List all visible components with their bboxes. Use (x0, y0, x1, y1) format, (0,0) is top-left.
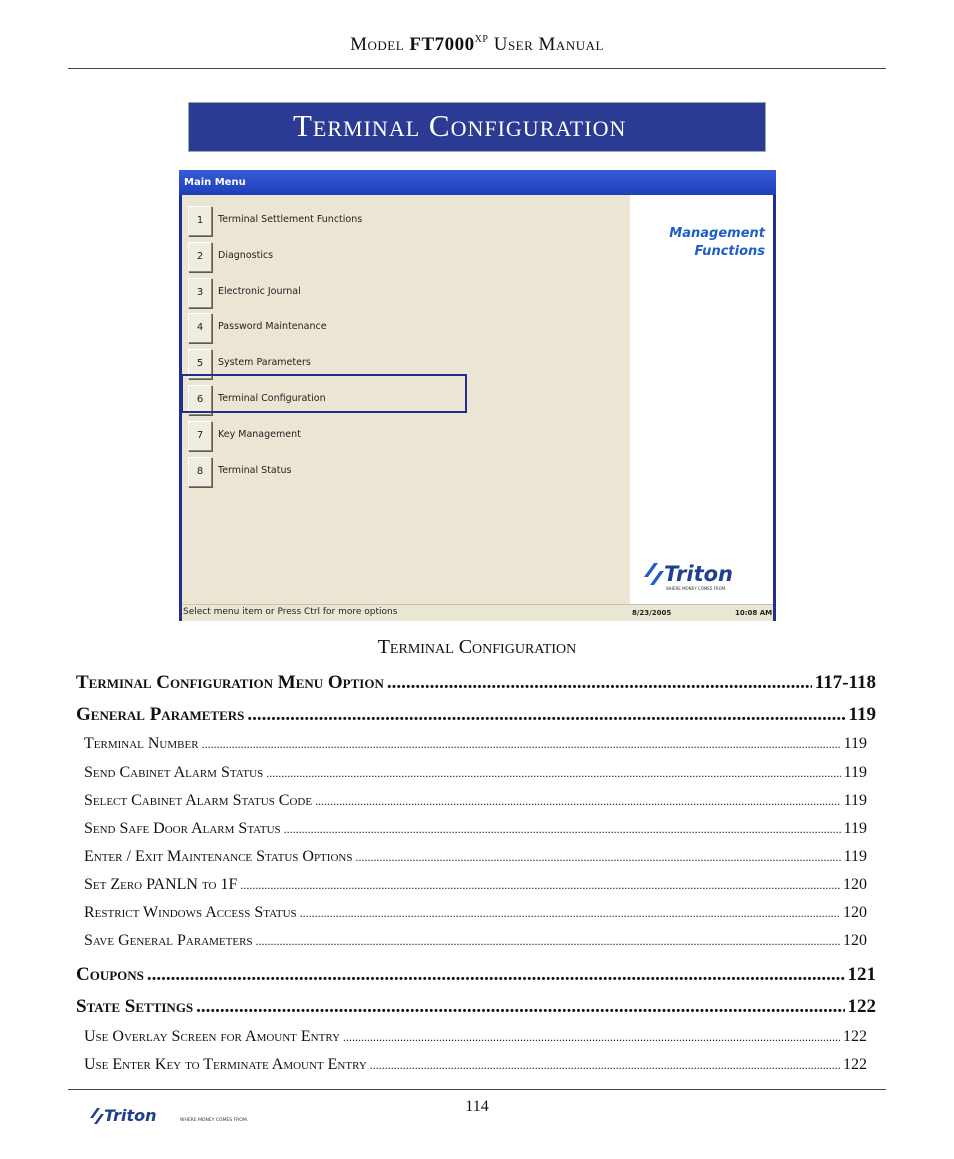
menu-item[interactable] (188, 455, 628, 489)
toc-entry-page: 119 (843, 792, 867, 809)
header-prefix: Model (350, 34, 405, 55)
toc-entry (76, 996, 876, 1018)
toc-entry-title: Restrict Windows Access Status (84, 904, 297, 921)
toc-leader-dots (247, 704, 845, 726)
window-titlebar (179, 170, 776, 195)
toc-entry-title: Use Overlay Screen for Amount Entry (84, 1028, 341, 1045)
toc-entry (84, 764, 867, 782)
footer-triton-logo-icon (88, 1104, 258, 1132)
menu-item-label: System Parameters (218, 357, 311, 368)
toc-entry-page: 122 (843, 1056, 867, 1073)
menu-item-number-button[interactable]: 6 (188, 385, 212, 415)
menu-item-label: Diagnostics (218, 250, 274, 261)
menu-item-number-button[interactable]: 2 (188, 242, 212, 272)
footer-rule (68, 1089, 886, 1090)
toc-entry-page: 119 (843, 764, 867, 781)
toc-entry-page: 117-118 (814, 672, 876, 693)
toc-entry (84, 904, 867, 922)
status-date: 8/23/2005 (632, 609, 672, 617)
toc-leader-dots (147, 964, 845, 986)
toc-entry-title: Coupons (76, 964, 144, 985)
toc-leader-dots (240, 878, 840, 893)
triton-logo-tagline: WHERE MONEY COMES FROM. (666, 586, 727, 591)
header-suffix: User Manual (493, 34, 604, 55)
toc-entry-title: Terminal Configuration Menu Option (76, 672, 384, 693)
toc-entry-page: 122 (843, 1028, 867, 1045)
toc-entry-page: 122 (847, 996, 876, 1017)
toc-entry-title: Send Safe Door Alarm Status (84, 820, 281, 837)
side-title-line1: Management (669, 226, 765, 241)
toc-entry-page: 119 (843, 848, 867, 865)
side-title-line2: Functions (694, 244, 765, 259)
toc-entry-title: Use Enter Key to Terminate Amount Entry (84, 1056, 367, 1073)
menu-item[interactable] (188, 311, 628, 345)
toc-entry-title: Set Zero PANLN to 1F (84, 876, 238, 893)
toc-entry (84, 1056, 867, 1074)
status-text: Select menu item or Press Ctrl for more options (183, 607, 398, 617)
toc-entry (76, 672, 876, 694)
triton-logo-text: Triton (664, 562, 733, 586)
menu-item-number-button[interactable]: 7 (188, 421, 212, 451)
toc-entry-page: 120 (843, 932, 867, 949)
header-model: FT7000 (409, 34, 475, 55)
toc-entry (84, 932, 867, 950)
toc-entry (84, 876, 867, 894)
status-bar (182, 604, 773, 621)
toc-entry-page: 119 (843, 820, 867, 837)
toc-leader-dots (266, 766, 840, 781)
menu-item-label: Terminal Settlement Functions (218, 214, 363, 225)
triton-logo-icon (642, 557, 762, 597)
title-banner (188, 102, 766, 152)
toc-leader-dots (300, 906, 840, 921)
toc-entry-page: 121 (847, 964, 876, 985)
toc-entry (84, 792, 867, 810)
toc-leader-dots (315, 794, 841, 809)
menu-item[interactable] (188, 276, 628, 310)
toc-entry-title: Enter / Exit Maintenance Status Options (84, 848, 353, 865)
running-header (0, 34, 954, 56)
menu-item-number-button[interactable]: 8 (188, 457, 212, 487)
toc-entry (84, 848, 867, 866)
menu-item[interactable] (188, 240, 628, 274)
toc-entry-title: General Parameters (76, 704, 245, 725)
toc-leader-dots (355, 850, 840, 865)
toc-entry (84, 820, 867, 838)
page-title: Terminal Configuration (293, 108, 627, 143)
menu-item-label: Password Maintenance (218, 321, 327, 332)
page-number: 114 (465, 1098, 489, 1115)
toc-leader-dots (343, 1030, 840, 1045)
menu-item[interactable] (188, 204, 628, 238)
toc-entry (76, 704, 876, 726)
menu-item-number-button[interactable]: 4 (188, 313, 212, 343)
window-title: Main Menu (184, 177, 246, 188)
toc-leader-dots (202, 737, 841, 752)
menu-item-label: Key Management (218, 429, 301, 440)
toc-entry-title: State Settings (76, 996, 194, 1017)
menu-item-label: Terminal Configuration (218, 393, 326, 404)
toc-entry-title: Send Cabinet Alarm Status (84, 764, 264, 781)
menu-item-number-button[interactable]: 1 (188, 206, 212, 236)
toc-entry (76, 964, 876, 986)
management-functions-label (669, 225, 765, 261)
toc-leader-dots (370, 1058, 840, 1073)
toc-leader-dots (196, 996, 844, 1018)
toc-leader-dots (387, 672, 812, 694)
toc-entry-title: Select Cabinet Alarm Status Code (84, 792, 313, 809)
toc-entry-page: 120 (843, 876, 867, 893)
toc-entry (84, 735, 867, 753)
menu-item-number-button[interactable]: 5 (188, 349, 212, 379)
toc-leader-dots (256, 934, 840, 949)
menu-item-number-button[interactable]: 3 (188, 278, 212, 308)
toc-leader-dots (284, 822, 841, 837)
menu-item[interactable] (188, 419, 628, 453)
section-heading: Terminal Configuration (377, 636, 577, 658)
side-panel (630, 195, 773, 604)
selected-item-highlight (181, 374, 467, 413)
toc-entry-title: Save General Parameters (84, 932, 253, 949)
toc-entry-page: 120 (843, 904, 867, 921)
toc-entry-title: Terminal Number (84, 735, 199, 752)
footer-brand: Triton (104, 1106, 157, 1125)
menu-item-label: Terminal Status (218, 465, 292, 476)
header-model-sup: XP (474, 34, 489, 45)
header-rule (68, 68, 886, 69)
toc-entry-page: 119 (843, 735, 867, 752)
menu-item-label: Electronic Journal (218, 286, 301, 297)
toc-entry (84, 1028, 867, 1046)
toc-entry-page: 119 (848, 704, 876, 725)
status-time: 10:08 AM (735, 609, 773, 617)
footer-tagline: WHERE MONEY COMES FROM. (180, 1118, 249, 1123)
